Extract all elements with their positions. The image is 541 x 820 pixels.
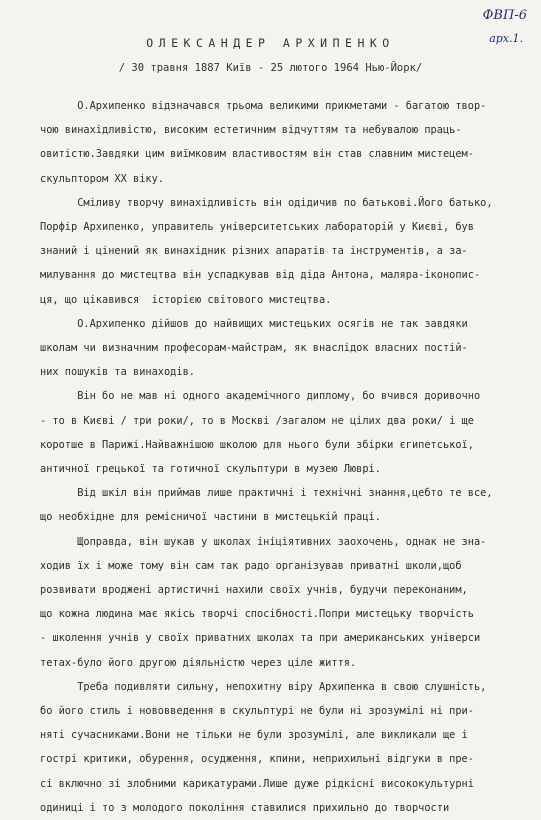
text-line: сі включно зі злобними карикатурами.Лише дуже рідкісні висококультурні	[40, 777, 474, 790]
text-line: ця, що цікавився історією світового мистецтва.	[40, 293, 332, 306]
paragraph	[40, 675, 530, 820]
text-line: коротше в Парижі.Найважнішою школою для нього були збірки єгипетської,	[40, 438, 474, 451]
text-line: милування до мистецтва він успадкував від діда Антона, маляра-іконопис-	[40, 269, 481, 282]
document-subtitle: / 30 травня 1887 Київ - 25 лютого 1964 Нью-Йорк/	[118, 62, 423, 74]
text-line: Сміливу творчу винахідливість він одідичив по батькові.Його батько,	[40, 196, 493, 209]
paragraph	[40, 481, 530, 529]
text-line: одиниці і то з молодого покоління ставилися прихильно до творчости	[40, 801, 450, 814]
text-line: Від шкіл він приймав лише практичні і технічні знання,цебто те все,	[40, 487, 493, 500]
text-line: - школення учнів у своїх приватних школах та при американських універси	[40, 632, 481, 645]
text-line: ходив їх і може тому він сам так радо організував приватні школи,щоб	[40, 559, 462, 572]
paragraph	[40, 312, 530, 385]
text-line: тетах-було його другою діяльністю через ціле життя.	[40, 656, 357, 669]
text-line: школам чи визначним професорам-майстрам, як внаслідок власних постій-	[40, 342, 468, 355]
text-line: О.Архипенко дійшов до найвищих мистецьких осягів не так завдяки	[40, 317, 468, 330]
text-line: Треба подивляти сильну, непохитну віру Архипенка в свою слушність,	[40, 680, 487, 693]
text-line: - то в Києві / три роки/, то в Москві /загалом не цілих два роки/ і ще	[40, 414, 474, 427]
text-line: гострі критики, обурення, осудження, кпини, неприхильні відгуки в пре-	[40, 753, 474, 766]
document-title: ОЛЕКСАНДЕР АРХИПЕНКО	[146, 36, 395, 50]
text-line: чою винахідливістю, високим естетичним відчуттям та небувалою праць-	[40, 124, 462, 137]
archive-code: ФВП-6	[482, 8, 527, 23]
text-line: античної грецької та готичної скульптури в музею Люврі.	[40, 463, 381, 476]
text-line: них пошуків та винаходів.	[40, 366, 195, 379]
paragraph	[40, 384, 530, 481]
text-line: що кожна людина має якісь творчі спосібності.Попри мистецьку творчість	[40, 608, 474, 621]
text-line: Він бо не мав ні одного академічного диплому, бо вчився доривочно	[40, 390, 481, 403]
text-line: бо його стиль і нововведення в скульптурі не були ні зрозумілі ні при-	[40, 705, 474, 718]
paragraph	[40, 191, 530, 312]
text-line: знаний і цінений як винахідник різних апаратів та інструментів, а за-	[40, 245, 468, 258]
document-body	[40, 94, 530, 820]
paragraph	[40, 94, 530, 191]
text-line: розвивати вроджені артистичні нахили своїх учнів, будучи переконаним,	[40, 584, 468, 597]
text-line: няті сучасниками.Вони не тільки не були зрозумілі, але викликали ще і	[40, 729, 468, 742]
archive-abbrev: арх.1.	[489, 32, 523, 45]
text-line: Щоправда, він шукав у школах ініціятивних заохочень, однак не зна-	[40, 535, 487, 548]
text-line: О.Архипенко відзначався трьома великими прикметами - багатою твор-	[40, 100, 487, 112]
text-line: Порфір Архипенко, управитель університетських лабораторій у Києві, був	[40, 221, 474, 234]
paragraph	[40, 530, 530, 675]
text-line: овитістю.Завдяки цим виїмковим властивостям він став славним мистецем-	[40, 148, 474, 161]
text-line: скульптором XX віку.	[40, 172, 164, 185]
text-line: що необхідне для ремісничої частини в мистецькій праці.	[40, 511, 381, 524]
